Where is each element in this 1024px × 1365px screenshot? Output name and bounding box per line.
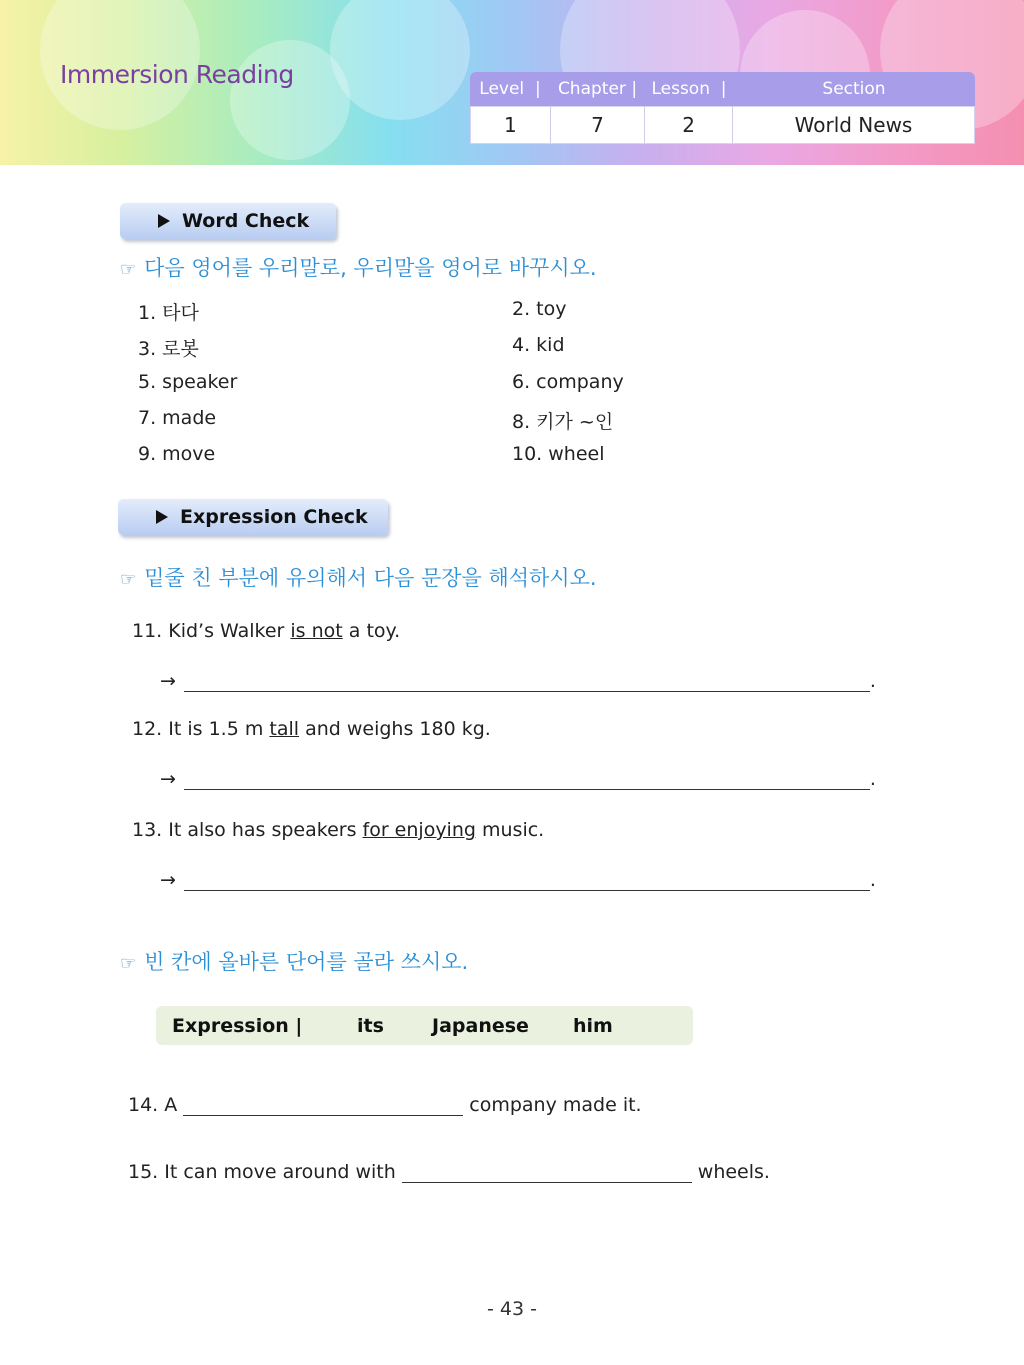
pointing-hand-icon: ☞ (120, 953, 137, 974)
page-number: - 43 - (487, 1298, 537, 1320)
word-item: 2. toy (512, 298, 567, 320)
value-level: 1 (471, 107, 551, 143)
lesson-info-values (470, 106, 975, 144)
col-lesson: Lesson | (651, 79, 727, 99)
col-section: Section (822, 79, 886, 99)
brand-title: Immersion Reading (60, 60, 294, 89)
fill-blank-instruction: ☞ 빈 칸에 올바른 단어를 골라 쓰시오. (120, 950, 469, 974)
word-item: 5. speaker (138, 371, 238, 393)
option-its: its (357, 1014, 384, 1037)
expression-options-box (156, 1006, 693, 1045)
pointing-hand-icon: ☞ (120, 259, 137, 280)
question-12: 12. It is 1.5 m tall and weighs 180 kg. (132, 718, 491, 740)
option-him: him (573, 1014, 613, 1037)
word-item: 3. 로봇 (138, 338, 199, 360)
expression-check-instruction: ☞ 밑줄 친 부분에 유의해서 다음 문장을 해석하시오. (120, 566, 597, 590)
value-lesson: 2 (645, 107, 733, 143)
blank-14[interactable] (183, 1098, 463, 1116)
play-triangle-icon (158, 214, 170, 228)
value-section: World News (794, 113, 913, 137)
arrow-icon: → (160, 768, 176, 790)
expression-label: Expression | (172, 1014, 303, 1037)
word-item: 9. move (138, 443, 216, 465)
col-chapter: Chapter | (557, 79, 638, 99)
lesson-info-table (470, 72, 975, 144)
answer-line-11[interactable]: → . (160, 670, 876, 692)
question-13: 13. It also has speakers for enjoying music. (132, 819, 545, 841)
col-level: Level | (479, 79, 541, 99)
option-japanese: Japanese (432, 1014, 529, 1037)
arrow-icon: → (160, 869, 176, 891)
answer-line-12[interactable]: → . (160, 768, 876, 790)
word-check-instruction: ☞ 다음 영어를 우리말로, 우리말을 영어로 바꾸시오. (120, 256, 597, 280)
blank-15[interactable] (402, 1165, 692, 1183)
word-check-pill: Word Check (120, 203, 336, 239)
lesson-info-header (470, 72, 975, 106)
word-item: 1. 타다 (138, 302, 199, 324)
word-item: 8. 키가 ~인 (512, 411, 614, 433)
header-banner (0, 0, 1024, 165)
question-15: 15. It can move around with wheels. (128, 1161, 770, 1183)
pointing-hand-icon: ☞ (120, 569, 137, 590)
answer-line-13[interactable]: → . (160, 869, 876, 891)
question-11: 11. Kid’s Walker is not a toy. (132, 620, 401, 642)
word-item: 10. wheel (512, 443, 605, 465)
value-chapter: 7 (551, 107, 646, 143)
arrow-icon: → (160, 670, 176, 692)
play-triangle-icon (156, 510, 168, 524)
word-item: 4. kid (512, 334, 565, 356)
expression-check-pill: Expression Check (118, 499, 388, 535)
word-item: 7. made (138, 407, 217, 429)
word-item: 6. company (512, 371, 624, 393)
question-14: 14. A company made it. (128, 1094, 642, 1116)
